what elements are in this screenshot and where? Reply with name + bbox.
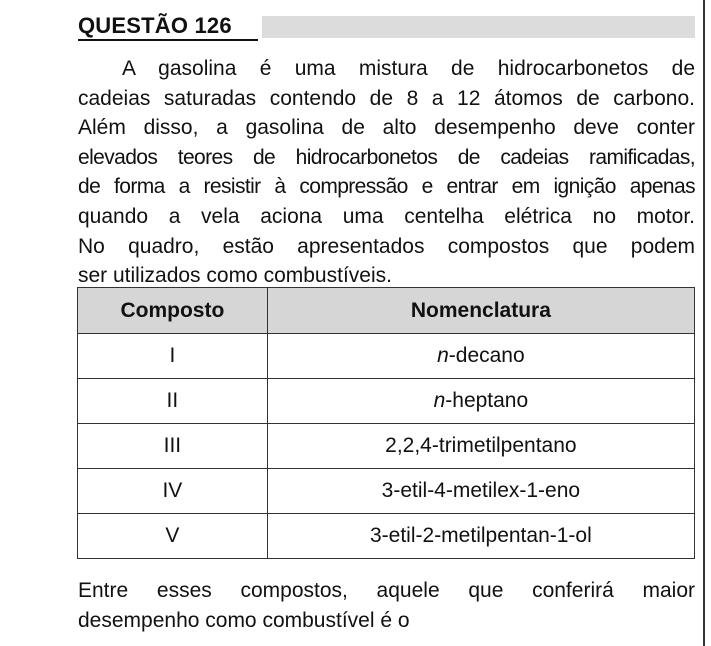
statement-line: A gasolina é uma mistura de hidrocarbonetos de [122, 57, 695, 80]
column-header-composto: Composto [78, 288, 268, 334]
statement-line: elevados teores de hidrocarbonetos de cadeias ramificadas, [78, 145, 695, 169]
statement-line: ser utilizados como combustíveis. [78, 264, 392, 288]
table-row [78, 469, 695, 514]
compound-name [267, 514, 694, 559]
compound-name [267, 469, 694, 514]
question-header-bar [262, 16, 695, 38]
statement-line: cadeias saturadas contendo de 8 a 12 átomos de carbono. [78, 86, 695, 110]
compounds-table [77, 287, 695, 559]
question-title-underline [78, 39, 258, 41]
compound-name [267, 334, 694, 379]
prompt-line: desempenho como combustível é o [78, 608, 410, 632]
compound-prefix: n [433, 389, 446, 412]
compound-number: I [78, 334, 268, 379]
compound-prefix: n [437, 344, 449, 367]
statement-line: Além disso, a gasolina de alto desempenho deve conter [78, 116, 695, 140]
compound-name-text: -decano [448, 344, 525, 367]
compound-number: III [78, 424, 268, 469]
table-row [78, 334, 695, 379]
question-header [78, 11, 695, 41]
compound-name [267, 424, 694, 469]
table-row [78, 514, 695, 559]
compound-number: V [78, 514, 268, 559]
statement-line: No quadro, estão apresentados compostos que podem [78, 234, 695, 258]
table-row [78, 424, 695, 469]
prompt-line: Entre esses compostos, aquele que conferirá maior [78, 579, 695, 602]
statement-line: quando a vela aciona uma centelha elétrica no motor. [78, 204, 695, 228]
table-header-row [78, 288, 695, 334]
compound-name-text: 3-etil-4-metilex-1-eno [381, 479, 581, 502]
compound-name-text: 3-etil-2-metilpentan-1-ol [370, 524, 592, 547]
column-header-nomenclatura: Nomenclatura [267, 288, 694, 334]
question-prompt [78, 576, 695, 635]
compound-number: IV [78, 469, 268, 514]
compound-name-text: -heptano [445, 389, 529, 412]
compound-number: II [78, 379, 268, 424]
compound-name-text: 2,2,4-trimetilpentano [385, 434, 577, 457]
page-margin-rule [703, 0, 705, 646]
question-title: QUESTÃO 126 [78, 13, 232, 38]
compound-name [267, 379, 694, 424]
table-row [78, 379, 695, 424]
statement-line: de forma a resistir à compressão e entrar em ignição apenas [78, 175, 695, 199]
question-statement [78, 54, 695, 291]
